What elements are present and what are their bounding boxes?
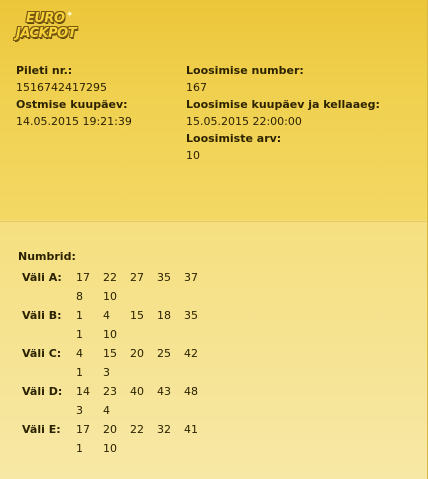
purchase-date-label: Ostmise kuupäev: — [16, 98, 128, 111]
main-number: 35 — [184, 309, 198, 322]
euro-number: 8 — [76, 290, 83, 303]
main-number: 20 — [130, 347, 144, 360]
euro-number: 3 — [76, 404, 83, 417]
purchase-date-value: 14.05.2015 19:21:39 — [16, 115, 132, 128]
main-number: 15 — [130, 309, 144, 322]
main-number: 42 — [184, 347, 198, 360]
field-label: Väli D: — [22, 385, 63, 398]
euro-number: 1 — [76, 328, 83, 341]
main-number: 17 — [76, 271, 90, 284]
field-label: Väli C: — [22, 347, 62, 360]
main-number: 41 — [184, 423, 198, 436]
star-icon: ✦ — [66, 10, 74, 20]
numbers-title: Numbrid: — [18, 250, 76, 263]
main-number: 18 — [157, 309, 171, 322]
main-number: 35 — [157, 271, 171, 284]
draw-info-block — [186, 62, 380, 164]
eurojackpot-logo — [16, 10, 82, 46]
euro-number: 1 — [76, 442, 83, 455]
main-number: 14 — [76, 385, 90, 398]
main-number: 22 — [103, 271, 117, 284]
main-number: 22 — [130, 423, 144, 436]
draw-datetime-label: Loosimise kuupäev ja kellaaeg: — [186, 98, 380, 111]
main-number: 40 — [130, 385, 144, 398]
field-label: Väli A: — [22, 271, 62, 284]
main-number: 43 — [157, 385, 171, 398]
main-number: 32 — [157, 423, 171, 436]
main-number: 1 — [76, 309, 83, 322]
main-number: 37 — [184, 271, 198, 284]
euro-number: 3 — [103, 366, 110, 379]
ticket-number-block — [16, 62, 132, 130]
main-number: 25 — [157, 347, 171, 360]
draw-datetime-value: 15.05.2015 22:00:00 — [186, 115, 302, 128]
main-number: 15 — [103, 347, 117, 360]
field-label: Väli B: — [22, 309, 62, 322]
draw-number-value: 167 — [186, 81, 207, 94]
logo-line-1: EURO — [26, 11, 65, 26]
ticket-number-value: 1516742417295 — [16, 81, 107, 94]
logo-line-2: JACKPOT — [16, 26, 77, 41]
euro-number: 4 — [103, 404, 110, 417]
euro-number: 10 — [103, 442, 117, 455]
main-number: 48 — [184, 385, 198, 398]
main-number: 20 — [103, 423, 117, 436]
euro-number: 10 — [103, 328, 117, 341]
euro-number: 10 — [103, 290, 117, 303]
main-number: 23 — [103, 385, 117, 398]
draw-number-label: Loosimise number: — [186, 64, 304, 77]
main-number: 4 — [76, 347, 83, 360]
draw-count-value: 10 — [186, 149, 200, 162]
main-number: 27 — [130, 271, 144, 284]
main-number: 17 — [76, 423, 90, 436]
ticket-number-label: Pileti nr.: — [16, 64, 73, 77]
draw-count-label: Loosimiste arv: — [186, 132, 282, 145]
euro-number: 1 — [76, 366, 83, 379]
main-number: 4 — [103, 309, 110, 322]
section-divider — [0, 221, 427, 222]
field-label: Väli E: — [22, 423, 61, 436]
